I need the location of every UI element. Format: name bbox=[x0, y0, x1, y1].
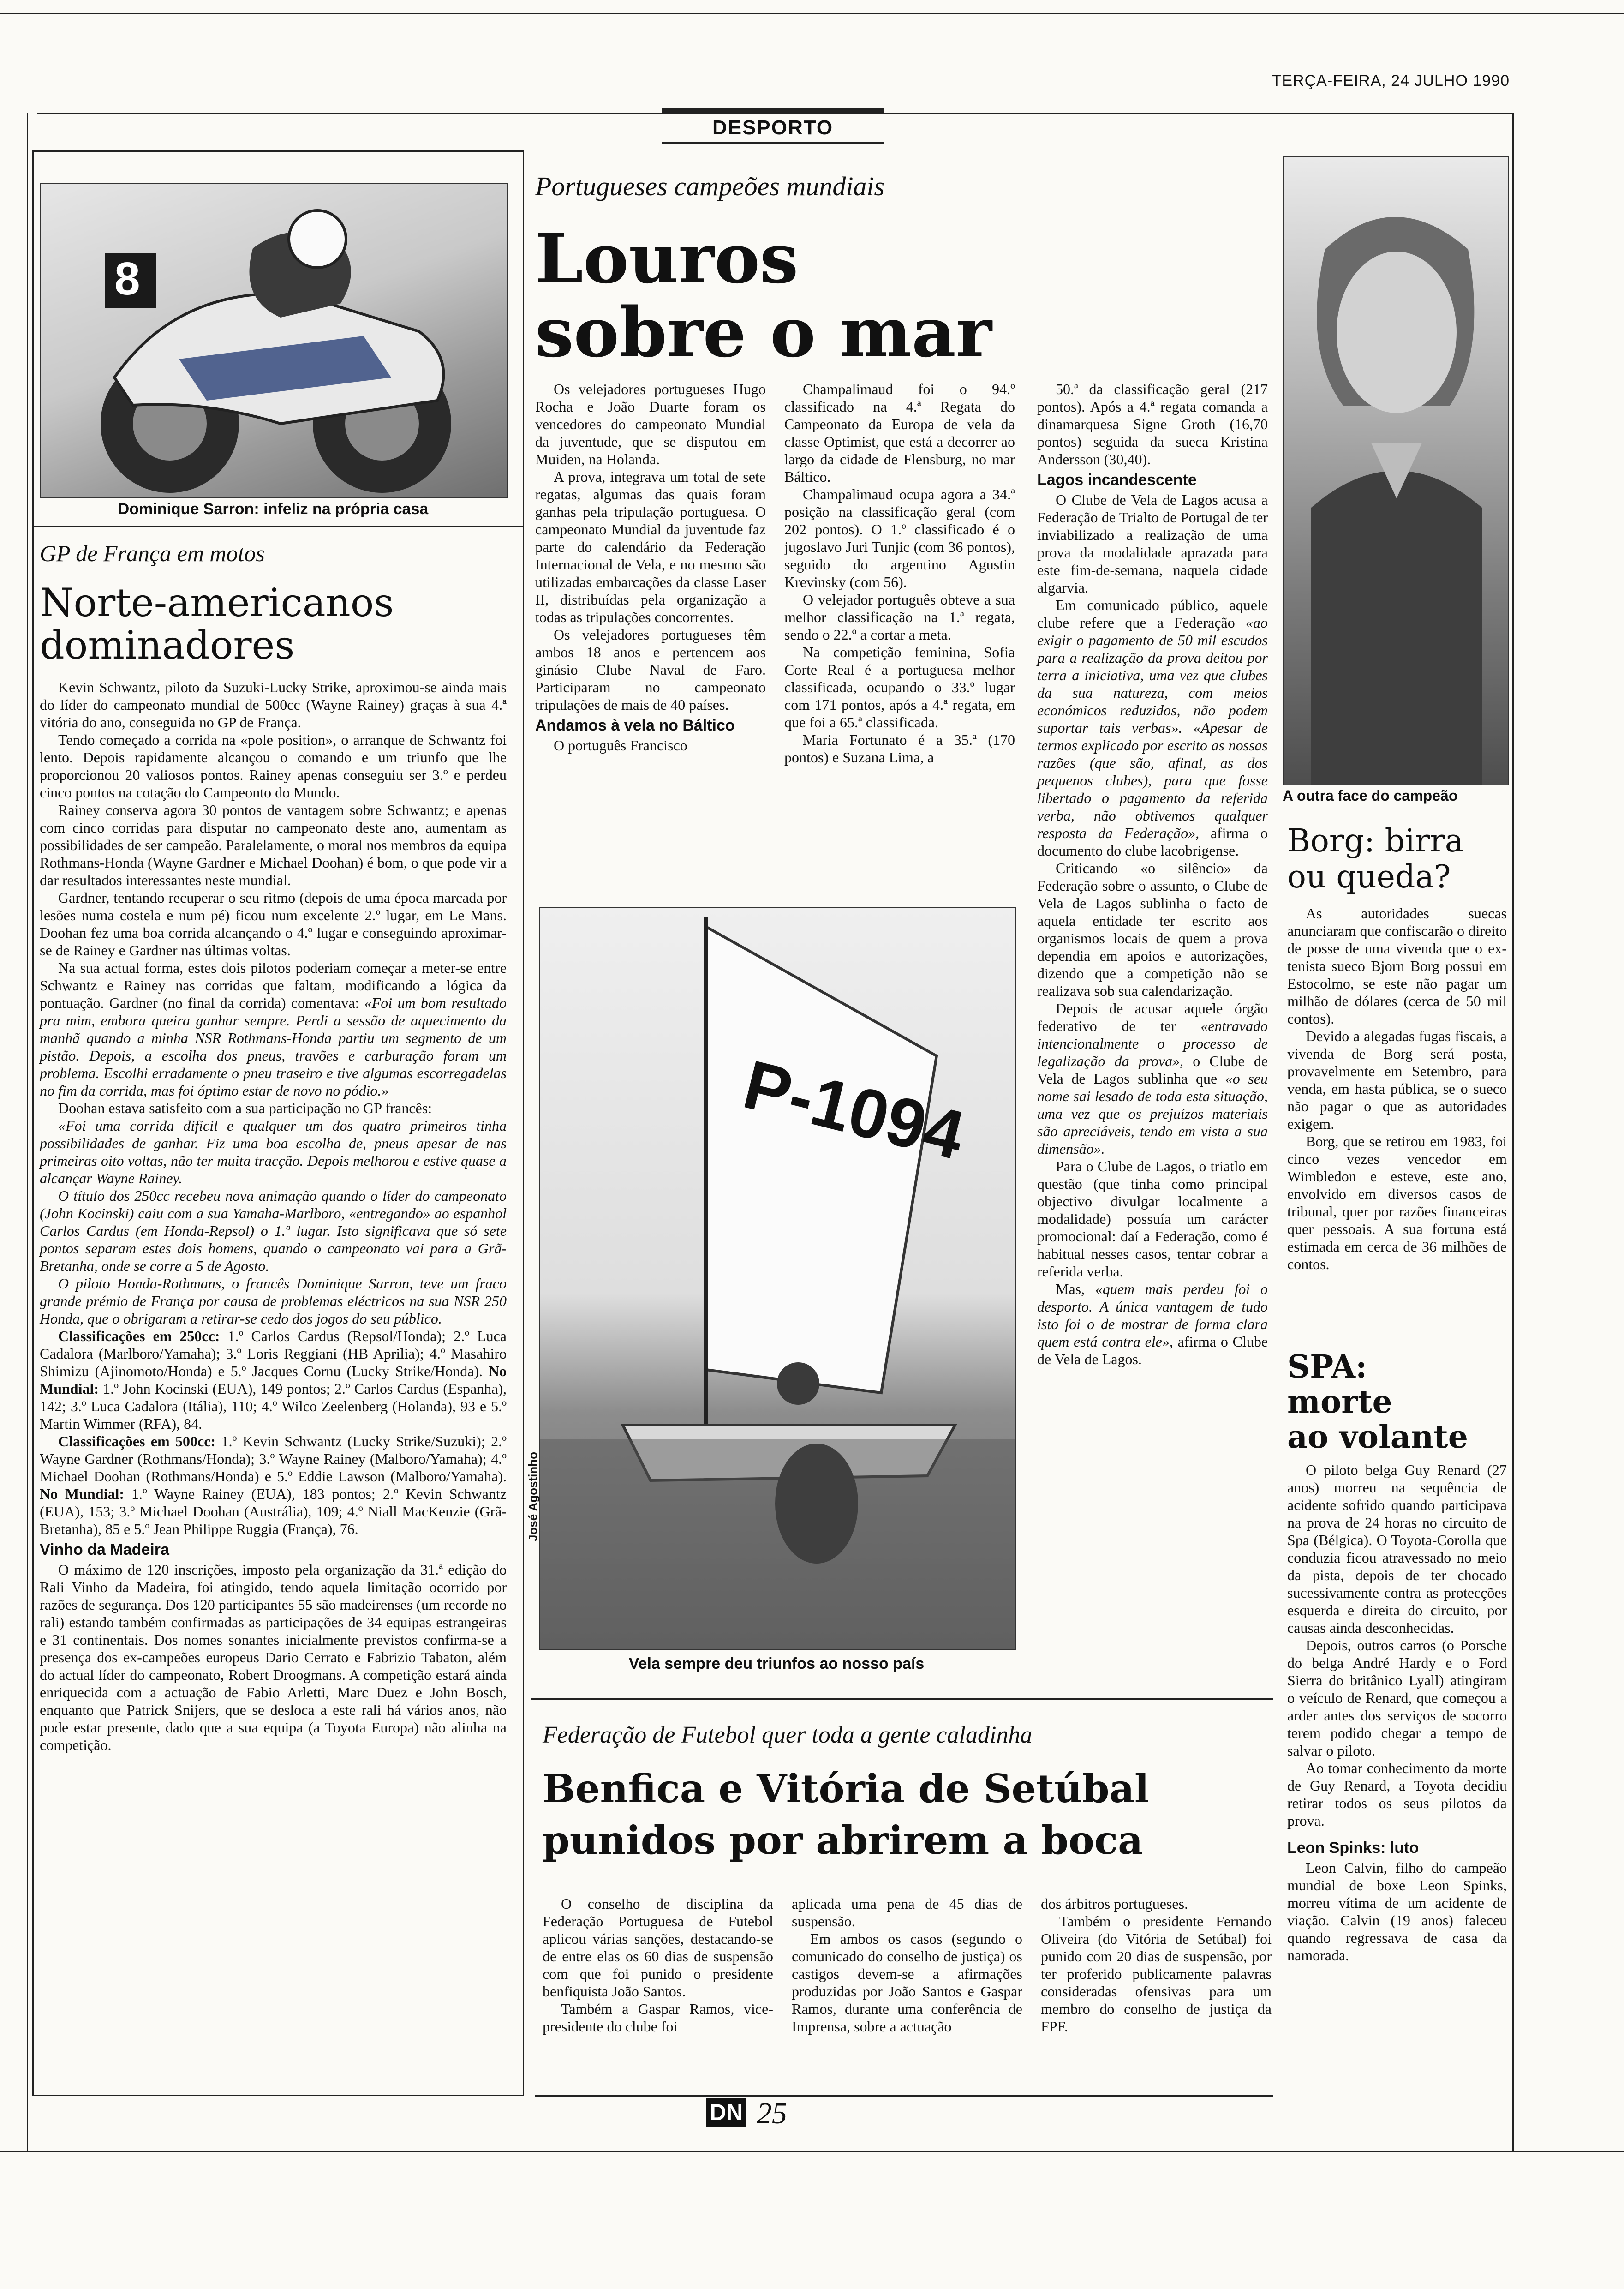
left-class250 bbox=[40, 1327, 507, 1432]
spa-headline-line1: SPA: bbox=[1287, 1348, 1367, 1385]
center-col3-p3 bbox=[1037, 596, 1268, 859]
col3-p5c: o Clube de Vela de Lagos sublinha que bbox=[1037, 1053, 1268, 1087]
section-title: DESPORTO bbox=[712, 116, 834, 139]
class500-label: Classificações em 500cc: bbox=[58, 1433, 216, 1450]
bottom-col1 bbox=[543, 1895, 773, 2035]
bottom-headline bbox=[543, 1763, 1149, 1866]
center-col2-p2: Champalimaud ocupa agora a 34.ª posição na classificação geral (com 202 pontos). O 1.º classificado é o jugoslavo Juri Tunjic (com 36 pontos), seguido do argentino Agustin Krevinsky (com 56). bbox=[784, 486, 1015, 590]
issue-date: TERÇA-FEIRA, 24 JULHO 1990 bbox=[1272, 72, 1510, 90]
mundial250-label: No Mundial: bbox=[40, 1363, 507, 1397]
center-col3-p5 bbox=[1037, 1000, 1268, 1157]
bottom-headline-line1: Benfica e Vitória de Setúbal bbox=[543, 1766, 1149, 1811]
left-p10: O máximo de 120 inscrições, imposto pela organização da 31.ª edição do Rali Vinho da Madeira, foi atingido, tendo aquela limitação ocorrido por razões de segurança. Dos 120 participantes 55 são madeirenses (um recorde no rali) estando também confirmadas as participações de 34 equipas estrangeiras e 31 continentais. Dos nomes sonantes inicialmente previstos confirma-se a presença dos ex-campeões europeus Dario Cerrato e Fabrizio Tabaton, além do actual líder do campeonato, Robert Droogmans. A competição estará ainda enriquecida com a actuação de Fabio Arletti, Marc Duez e John Bosch, enquanto que Patrick Snijers, que se desloca a este rali há vários anos, não pode estar presente, dado que a sua equipa (a Toyota Europa) não alinha na competição. bbox=[40, 1561, 507, 1753]
left-p3: Rainey conserva agora 30 pontos de vantagem sobre Schwantz; e apenas com cinco corridas para disputar no campeonato deste ano, aumentam as possibilidades de ser campeão. Paralelamente, o moral nos membros da equipa Rothmans-Honda (Wayne Gardner e Michael Doohan) é bom, o que pode vir a dar resultados interessantes neste mundial. bbox=[40, 802, 507, 888]
mundial250-text: 1.º John Kocinski (EUA), 149 pontos; 2.º Carlos Cardus (Espanha), 142; 3.º Luca Cadalora (Itália), 110; 4.º Wilco Zeelenberg (Holanda), 93 e 5.º Martin Wimmer (RFA), 84. bbox=[40, 1380, 507, 1432]
motorbike-photo bbox=[40, 183, 508, 498]
center-col1-p1: Os velejadores portugueses Hugo Rocha e João Duarte foram os vencedores do campeonato Mundial da juventude, que se disputou em Muiden, na Holanda. bbox=[535, 381, 766, 467]
col3-p3a: Em comunicado público, aquele clube refere que a Federação bbox=[1037, 597, 1268, 631]
center-headline bbox=[535, 218, 992, 372]
left-p7 bbox=[40, 1117, 507, 1187]
center-subhead-lagos: Lagos incandescente bbox=[1037, 471, 1197, 489]
center-col1 bbox=[535, 380, 766, 754]
center-subhead-baltico: Andamos à vela no Báltico bbox=[535, 717, 735, 734]
center-col1-p4: O português Francisco bbox=[554, 737, 687, 754]
bottom-col1-p1: O conselho de disciplina da Federação Portuguesa de Futebol aplicou várias sanções, destacando-se de entre elas os 60 dias de suspensão com que foi punido o presidente benfiquista João Santos. bbox=[543, 1895, 773, 2000]
center-headline-line2: sobre o mar bbox=[535, 292, 992, 372]
spa-headline-line2: morte bbox=[1287, 1384, 1392, 1420]
class500-text: 1.º Kevin Schwantz (Lucky Strike/Suzuki); 2.º Wayne Gardner (Rothmans/Honda); 3.º Wayne Rainey (Malboro/Yamaha); 4.º Michael Doohan (Rothmans/Honda) e 5.º Eddie Lawson (Malboro/Yamaha). bbox=[40, 1433, 507, 1485]
left-body bbox=[40, 678, 507, 1754]
dn-logo: DN bbox=[706, 2098, 746, 2127]
mundial500-text: 1.º Wayne Rainey (EUA), 183 pontos; 2.º Kevin Schwantz (EUA), 153; 3.º Michael Doohan (Austrália), 109; 4.º Niall MacKenzie (Grã-Bretanha), 85 e 5.º Jean Philippe Ruggia (França), 76. bbox=[40, 1486, 507, 1537]
class250-text: 1.º Carlos Cardus (Repsol/Honda); 2.º Luca Cadalora (Marlboro/Yamaha); 3.º Loris Reggiani (HB Aprilia); 4.º Masahiro Shimizu (Ajinomoto/Honda) e 5.º Jacques Cornu (Lucky Strike/Honda). bbox=[40, 1328, 507, 1379]
top-rule bbox=[0, 13, 1624, 14]
left-p6: Doohan estava satisfeito com a sua participação no GP francês: bbox=[58, 1100, 432, 1116]
borg-p3: Borg, que se retirou em 1983, foi cinco vezes vencedor em Wimbledon e esteve, este ano, envolvido em diversos casos de tribunal, quer por razões financeiras quer pessoais. A sua fortuna está estimada em cerca de 36 milhões de contos. bbox=[1287, 1133, 1507, 1272]
center-col2-p1: Champalimaud foi o 94.º classificado na 4.ª Regata do Campeonato da Europa de vela da classe Optimist, que está a decorrer ao largo da cidade de Flensburg, no mar Báltico. bbox=[784, 381, 1015, 485]
sailing-caption: Vela sempre deu triunfos ao nosso país bbox=[628, 1655, 925, 1672]
col3-p7c: afirma o Clube de Vela de Lagos. bbox=[1037, 1333, 1268, 1367]
col3-p7b: «quem mais perdeu foi o desporto. A única vantagem de tudo isto foi o de mostrar de forma clara quem está contra ele», bbox=[1037, 1281, 1268, 1350]
center-col3-p4: Criticando «o silêncio» da Federação sobre o assunto, o Clube de Vela de Lagos sublinha o facto de aquela entidade ter escrito aos organismos locais de quem a prova dependia em apoios e autorizações, dizendo que a competição não se realizava sob sua calendarização. bbox=[1037, 860, 1268, 999]
section-underline bbox=[662, 142, 884, 144]
spinks-p1: Leon Calvin, filho do campeão mundial de boxe Leon Spinks, morreu vítima de um acidente de viação. Calvin (19 anos) faleceu quando regressava de casa da namorada. bbox=[1287, 1859, 1507, 1964]
spa-body bbox=[1287, 1461, 1507, 1964]
borg-body bbox=[1287, 905, 1507, 1273]
bottom-headline-line2: punidos por abrirem a boca bbox=[543, 1817, 1143, 1863]
frame-left bbox=[27, 113, 28, 2152]
center-col3-p1: 50.ª da classificação geral (217 pontos). Após a 4.ª regata comanda a dinamarquesa Signe Groth (16,70 pontos) seguida da sueca Kristina Andersson (30,40). bbox=[1037, 381, 1268, 467]
center-col3-p7 bbox=[1037, 1280, 1268, 1368]
col3-p5b: «entravado intencionalmente o processo de legalização da prova», bbox=[1037, 1018, 1268, 1069]
left-headline bbox=[40, 581, 394, 666]
col3-p5a: Depois de acusar aquele órgão federativo de ter bbox=[1037, 1000, 1268, 1034]
col3-p3b: «ao exigir o pagamento de 50 mil escudos para a realização da prova deitou por terra a iniciativa, uma vez que clubes da sua natureza, com meios económicos reduzidos, não podem suportar tais verbas». «Apesar de termos explicado por escrito as nossas razões (que são, afinal, as dos pequenos clubes), para que fosse libertado o pagamento da referida verba, não obtivemos qualquer resposta da Federação», bbox=[1037, 614, 1268, 841]
motorbike-caption: Dominique Sarron: infeliz na própria casa bbox=[118, 500, 429, 518]
bottom-col3-p2: Também o presidente Fernando Oliveira (do Vitória de Setúbal) foi punido com 20 dias de suspensão, por ter proferido publicamente palavras consideradas ofensivas para um membro do conselho de justiça da FPF. bbox=[1041, 1913, 1272, 2035]
sail-number: P-1094 bbox=[736, 1045, 972, 1174]
spa-headline bbox=[1287, 1349, 1468, 1455]
col3-p7a: Mas, bbox=[1056, 1281, 1085, 1297]
left-kicker: GP de França em motos bbox=[40, 540, 265, 566]
bottom-rule bbox=[0, 2151, 1624, 2152]
left-p7-quote: «Foi uma corrida difícil e qualquer um dos quatro primeiros tinha possibilidades de ganhar. Fiz uma boa escolha de, pneus apesar de nas primeiras oito voltas, não ter muita tracção. Depois melhorou e estive quase a alcançar Wayne Rainey. bbox=[40, 1117, 507, 1186]
left-class500 bbox=[40, 1432, 507, 1538]
left-p2: Tendo começado a corrida na «pole position», o arranque de Schwantz foi lento. Depois rapidamente alcançou o comando e um triunfo que lhe proporcionou 20 valiosos pontos. Rainey apenas conseguiu ser 3.º e perdeu cinco pontos na cotação do Campeonto do Mundo. bbox=[40, 731, 507, 801]
left-p5-quote: «Foi um bom resultado pra mim, embora queira ganhar sempre. Perdi a sessão de aquecimento da manhã quando a minha NSR Rothmans-Honda partiu um segmento de um pistão. Depois, a escolha dos pneus, travões e carburação foram um problema. Escolhi erradamente o pneu traseiro e tive algumas escorregadelas no fim da corrida, mas foi óptimo estar de novo no pódio.» bbox=[40, 995, 507, 1099]
center-kicker: Portugueses campeões mundiais bbox=[535, 171, 885, 201]
center-col3-p2: O Clube de Vela de Lagos acusa a Federação de Trialto de Portugal de ter inviabilizado a realização de uma prova da modalidade aprazada para este fim-de-semana, naquela cidade algarvia. bbox=[1037, 491, 1268, 596]
center-col1-p3: Os velejadores portugueses têm ambos 18 anos e pertencem aos ginásio Clube Naval de Faro. Participaram no campeonato tripulações de mais de 40 países. bbox=[535, 626, 766, 713]
photo-credit: José Agostinho bbox=[526, 1451, 540, 1541]
left-p8-text: O título dos 250cc recebeu nova animação quando o líder do campeonato (John Kocinski) caiu com a sua Yamaha-Marlboro, «entregando» ao espanhol Carlos Cardus (em Honda-Repsol) o 1.º lugar. Isto significava que só sete pontos separam estes dois homens, quando o campeonato vai para a Grã-Bretanha, onde se corre a 5 de Agosto. bbox=[40, 1187, 507, 1274]
center-col2-p4: Na competição feminina, Sofia Corte Real é a portuguesa melhor classificada, ocupando o 33.º lugar com 171 pontos, após a 4.ª regata, em que foi a 65.ª classificada. bbox=[784, 644, 1015, 731]
motorbike-illustration bbox=[41, 184, 508, 497]
mundial500-label: No Mundial: bbox=[40, 1486, 125, 1502]
spinks-subhead: Leon Spinks: luto bbox=[1287, 1839, 1419, 1857]
left-headline-line1: Norte-americanos bbox=[40, 580, 394, 625]
left-subhead-vinho: Vinho da Madeira bbox=[40, 1541, 169, 1558]
col3-p5d: «o seu nome sai lesado de toda esta situação, uma vez que os prejuízos materiais são apreciáveis, tendo em vista a sua dimensão». bbox=[1037, 1070, 1268, 1157]
bottom-kicker: Federação de Futebol quer toda a gente caladinha bbox=[543, 1722, 1033, 1748]
center-col2-p5: Maria Fortunato é a 35.ª (170 pontos) e Suzana Lima, a bbox=[784, 731, 1015, 766]
frame-right bbox=[1512, 113, 1514, 2152]
left-p1: Kevin Schwantz, piloto da Suzuki-Lucky Strike, aproximou-se ainda mais do líder do campeonato mundial de 500cc (Wayne Rainey) graças à sua 4.ª vitória do ano, conseguida no GP de França. bbox=[40, 679, 507, 731]
center-col3-p6: Para o Clube de Lagos, o triatlo em questão (que tinha como principal objectivo divulgar localmente a modalidade) possuía um carácter promocional: daí a Federação, como é habitual nesses casos, tentar cobrar a referida verba. bbox=[1037, 1158, 1268, 1280]
sailing-photo bbox=[539, 907, 1016, 1650]
left-headline-line2: dominadores bbox=[40, 623, 295, 668]
center-col1-p2: A prova, integrava um total de sete regatas, algumas das quais foram ganhas pela tripulação portuguesa. O campeonato Mundial da juventude faz parte do calendário da Federação Internacional de Vela, e no mesmo são utilizadas embarcações da classe Laser II, distribuídas pela organização a todas as tripulações concorrentes. bbox=[535, 468, 766, 625]
borg-headline-line2: ou queda? bbox=[1287, 859, 1451, 895]
center-col3 bbox=[1037, 380, 1268, 1368]
center-headline-line1: Louros bbox=[535, 218, 799, 299]
borg-photo bbox=[1283, 156, 1509, 785]
bottom-col1-p2: Também a Gaspar Ramos, vice-presidente do clube foi bbox=[543, 2001, 773, 2035]
class250-label: Classificações em 250cc: bbox=[58, 1328, 220, 1344]
col3-p3c: afirma o documento do clube lacobrigense. bbox=[1037, 825, 1268, 859]
borg-portrait bbox=[1284, 157, 1508, 785]
borg-caption: A outra face do campeão bbox=[1283, 787, 1458, 804]
spa-p3: Ao tomar conhecimento da morte de Guy Renard, a Toyota decidiu retirar todos os seus pilotos da prova. bbox=[1287, 1760, 1507, 1829]
svg-text:8: 8 bbox=[114, 253, 140, 305]
left-p9-text: O piloto Honda-Rothmans, o francês Dominique Sarron, teve um fraco grande prémio de França por causa de problemas eléctricos na sua NSR 250 Honda, que o obrigaram a retirar-se cedo dos jogos do seu público. bbox=[40, 1275, 507, 1327]
borg-headline bbox=[1287, 823, 1463, 895]
left-caption-rule bbox=[32, 526, 524, 527]
left-p5-text: Na sua actual forma, estes dois pilotos poderiam começar a meter-se entre Schwantz e Rainey nas corridas que faltam, modificando a lógica da pontuação. Gardner (no final da corrida) comentava: bbox=[40, 959, 507, 1011]
section-bar bbox=[662, 108, 884, 114]
left-p9 bbox=[40, 1275, 507, 1327]
sailboat-illustration bbox=[540, 908, 1015, 1649]
bottom-col2-p1: aplicada uma pena de 45 dias de suspensão. bbox=[792, 1895, 1022, 1929]
borg-headline-line1: Borg: birra bbox=[1287, 823, 1464, 859]
bottom-col3 bbox=[1041, 1895, 1272, 2035]
left-p5 bbox=[40, 959, 507, 1099]
borg-p2: Devido a alegadas fugas fiscais, a vivenda de Borg será posta, provavelmente em Setembro, para venda, em hasta pública, se o sueco não pagar o que as autoridades exigem. bbox=[1287, 1028, 1507, 1132]
left-p4: Gardner, tentando recuperar o seu ritmo (depois de uma época marcada por lesões numa costela e num pé) ficou num excelente 2.º lugar, em Le Mans. Doohan fez uma boa corrida alcançando o 4.º lugar e conseguindo aproximar-se de Rainey e Gardner nas últimas voltas. bbox=[40, 889, 507, 959]
bottom-col3-p1: dos árbitros portugueses. bbox=[1041, 1895, 1188, 1912]
spa-p2: Depois, outros carros (o Porsche do belga André Hardy e o Ford Sierra do britânico Lyall) atingiram o veículo de Renard, que começou a arder antes dos serviços de socorro terem podido chegar a tempo de salvar o piloto. bbox=[1287, 1637, 1507, 1759]
center-col2-p3: O velejador português obteve a sua melhor classificação na 1.ª regata, sendo o 22.º a cortar a meta. bbox=[784, 591, 1015, 643]
spa-headline-line3: ao volante bbox=[1287, 1419, 1468, 1456]
borg-p1: As autoridades suecas anunciaram que confiscarão o direito de posse de uma vivenda que o ex-tenista sueco Bjorn Borg possui em Estocolmo, se este não pagar um milhão de dólares (cerca de 50 mil contos). bbox=[1287, 905, 1507, 1027]
left-p8 bbox=[40, 1187, 507, 1275]
footer-rule bbox=[535, 2095, 1273, 2097]
center-col2 bbox=[784, 380, 1015, 766]
bottom-col2-p2: Em ambos os casos (segundo o comunicado do conselho de justiça) os castigos devem-se a afirmações produzidas por João Santos e Gaspar Ramos, durante uma conferência de Imprensa, sobre a actuação bbox=[792, 1930, 1022, 2035]
bottom-story-rule bbox=[531, 1698, 1273, 1700]
spa-p1: O piloto belga Guy Renard (27 anos) morreu na sequência de acidente sofrido quando participava na prova de 24 horas no circuito de Spa (Bélgica). O Toyota-Corolla que conduzia ficou atravessado no meio da pista, depois de ter chocado sucessivamente contra as protecções esquerda e direita do circuito, por causas ainda desconhecidas. bbox=[1287, 1462, 1507, 1636]
page-number: 25 bbox=[757, 2097, 787, 2130]
bottom-col2 bbox=[792, 1895, 1022, 2035]
